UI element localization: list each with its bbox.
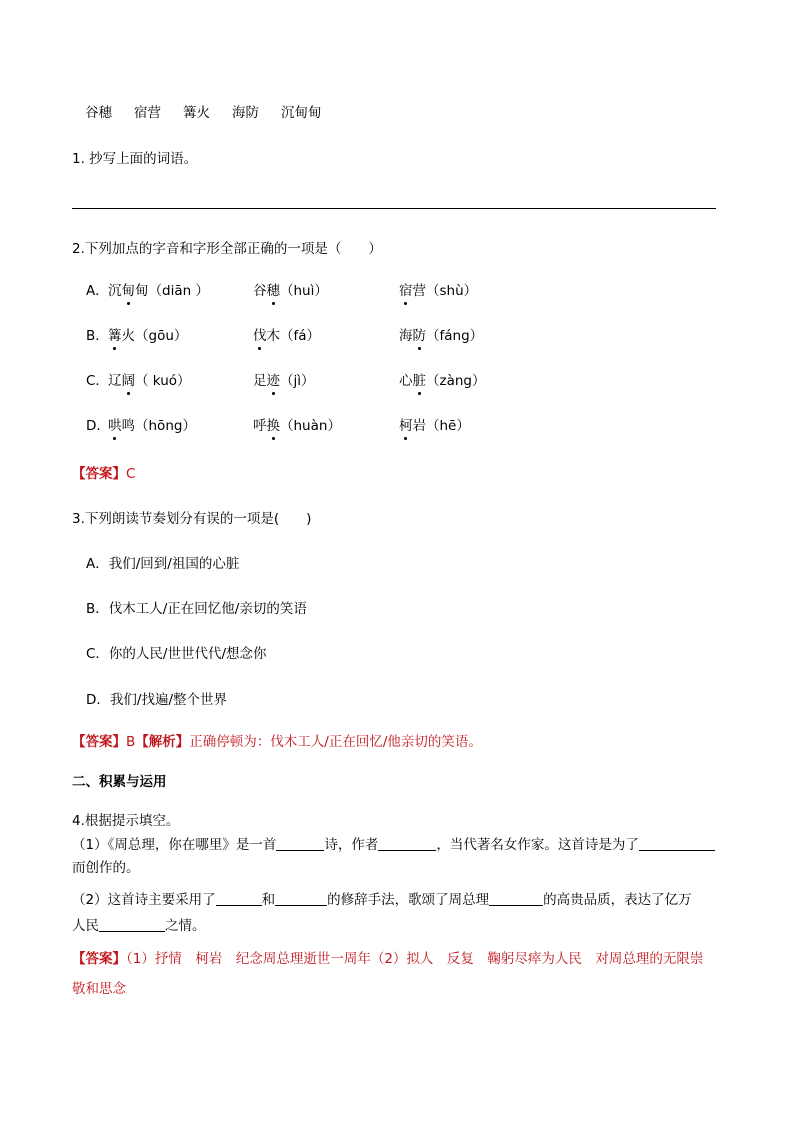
character: 营 [412,283,426,299]
text: 的高贵品质，表达了亿万 [543,892,692,908]
fill-blank [639,836,715,851]
character: 足 [253,373,267,389]
question-4-part-1 [72,836,715,854]
option-word [253,282,328,300]
pinyin: （zàng） [426,373,486,389]
option-word [108,372,191,390]
question-4-stem: 4.根据提示填空。 [72,813,180,829]
text: 人民 [72,918,99,934]
pinyin: （gōu） [135,328,188,344]
dotted-character: 穗 [266,283,280,299]
answer-line [72,208,716,209]
pinyin: （shù） [426,283,478,299]
character: 辽 [108,373,122,389]
word-5: 沉甸甸 [281,105,322,121]
text: 诗，作者 [324,837,379,853]
fill-blank [378,836,436,851]
pinyin: （hē） [426,418,470,434]
fill-blank [216,891,262,906]
character: 鸣 [121,418,135,434]
answer-tag: 【答案】 [72,734,126,750]
dotted-character: 篝 [108,328,122,344]
pinyin: （huàn） [280,418,341,434]
fill-blank [275,891,327,906]
character: 甸 [135,283,149,299]
option-word [399,282,477,300]
character: 沉 [108,283,122,299]
pinyin: （fá） [280,328,321,344]
text: 之情。 [165,918,206,934]
character: 岩 [412,418,426,434]
option-word [399,327,483,345]
pinyin: （jì） [280,373,315,389]
question-3-option-d: D．我们/找遍/整个世界 [86,692,227,708]
analysis-tag: 【解析】 [135,734,190,750]
fill-blank [276,836,324,851]
dotted-character: 伐 [253,328,267,344]
fill-blank [489,891,543,906]
dotted-character: 宿 [399,283,413,299]
answer-text: （1）抒情 柯岩 纪念周总理逝世一周年（2）拟人 反复 鞠躬尽瘁为人民 对周总理的无限崇 [126,951,704,967]
option-word [108,327,187,345]
answer-tag: 【答案】 [72,951,126,967]
pinyin: （fáng） [426,328,484,344]
pinyin: （huì） [280,283,328,299]
dotted-character: 防 [412,328,426,344]
text: ，当代著名女作家。这首诗是为了 [436,837,639,853]
question-4-part-2-cont [72,917,206,935]
pinyin: （hōng） [135,418,196,434]
pinyin: （ kuó） [135,373,191,389]
question-4-answer-cont: 敬和思念 [72,981,126,997]
word-3: 篝火 [183,105,210,121]
option-letter: B． [86,328,109,344]
answer-value: C [126,466,136,482]
dotted-character: 换 [266,418,280,434]
answer-value: B [126,734,136,750]
fill-blank [99,917,165,932]
character: 呼 [253,418,267,434]
question-2-stem: 2.下列加点的字音和字形全部正确的一项是（ ） [72,241,382,257]
dotted-character: 哄 [108,418,122,434]
dotted-character: 脏 [412,373,426,389]
analysis-text: 正确停顿为：伐木工人/正在回忆/他亲切的笑语。 [189,734,482,750]
text: 和 [261,892,276,908]
character: 海 [399,328,413,344]
option-word [253,417,341,435]
section-heading: 二、积累与运用 [72,774,167,790]
question-4-answer [72,950,703,968]
word-1: 谷穗 [85,105,112,121]
question-3-option-a: A．我们/回到/祖国的心脏 [86,556,240,572]
question-3-answer [72,733,482,751]
option-word [253,372,315,390]
dotted-character: 迹 [266,373,280,389]
character: 谷 [253,283,267,299]
pinyin: （diān ） [148,283,209,299]
text: （2）这首诗主要采用了 [72,892,216,908]
dotted-character: 柯 [399,418,413,434]
option-word [108,282,209,300]
character: 心 [399,373,413,389]
question-3-stem: 3.下列朗读节奏划分有误的一项是( ) [72,511,312,527]
text: 的修辞手法，歌颂了周总理 [327,892,490,908]
dotted-character: 甸 [121,283,135,299]
option-word [253,327,320,345]
question-4-part-1-cont: 而创作的。 [72,860,140,876]
question-1-stem: 1. 抄写上面的词语。 [72,151,198,167]
word-2: 宿营 [134,105,161,121]
option-letter: D． [86,418,110,434]
word-4: 海防 [232,105,259,121]
option-word [108,417,196,435]
question-3-option-b: B．伐木工人/正在回忆他/亲切的笑语 [86,601,307,617]
question-3-option-c: C．你的人民/世世代代/想念你 [86,646,267,662]
option-letter: C． [86,373,109,389]
dotted-character: 阔 [121,373,135,389]
character: 火 [121,328,135,344]
answer-tag: 【答案】 [72,466,126,482]
option-letter: A． [86,283,109,299]
text: （1）《周总理，你在哪里》是一首 [72,837,277,853]
question-2-answer [72,465,135,483]
question-4-part-2 [72,891,692,909]
option-word [399,417,470,435]
character: 木 [266,328,280,344]
option-word [399,372,485,390]
